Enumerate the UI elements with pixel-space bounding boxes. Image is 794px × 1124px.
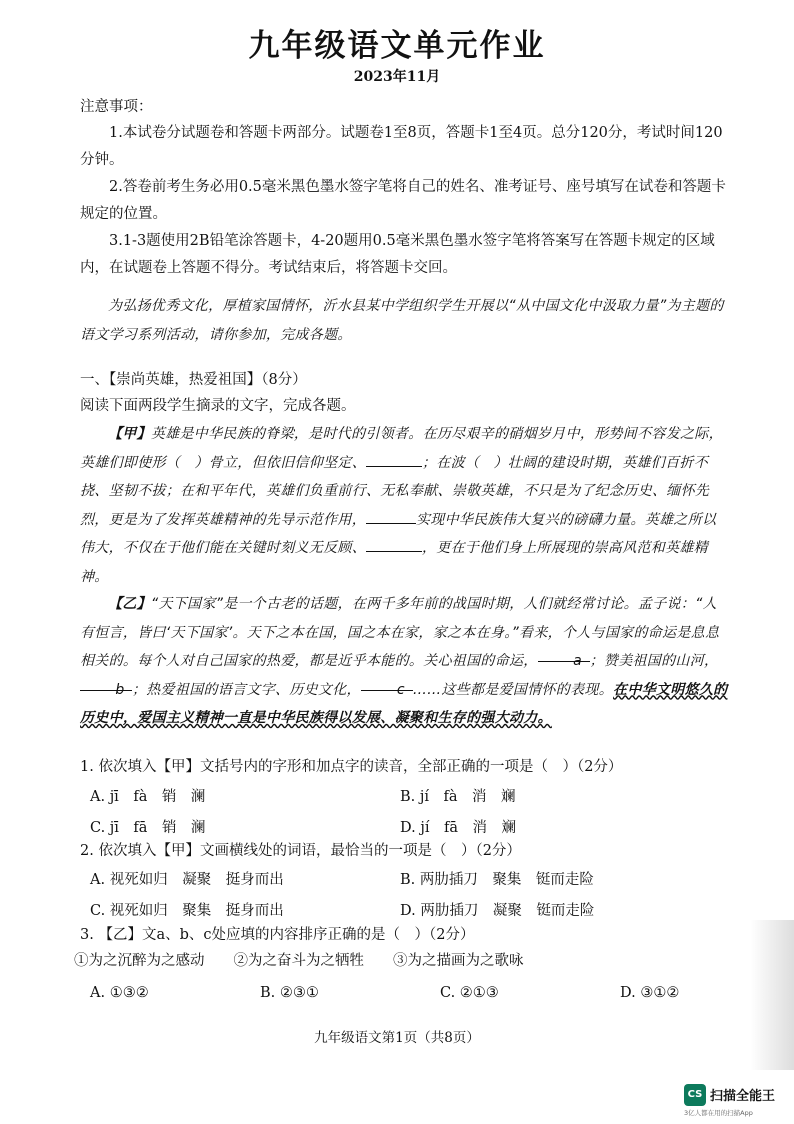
passage-yi-part-2: ；赞美祖国的山河，	[589, 653, 719, 669]
passage-yi-part-3: ；热爱祖国的语言文字、历史文化，	[132, 681, 361, 698]
question-2-options	[90, 863, 730, 925]
passage-jia	[80, 420, 728, 591]
passage-jia-part-1: 英雄是中华民族的脊梁，是时代的引领者。在历尽艰辛的硝烟岁月中，形势间不容发之际，英雄们即使形（ ）骨立，但依旧信仰坚定、	[80, 426, 723, 471]
q1-option-d[interactable]: D. jí fā 消 斓	[400, 820, 516, 836]
answer-blank[interactable]	[366, 452, 422, 467]
q3-option-d[interactable]: D. ③①②	[620, 984, 680, 1001]
notice-item-2: 2.答卷前考生务必用0.5毫米黑色墨水签字笔将自己的姓名、准考证号、座号填写在试卷和答题卡规定的位置。	[80, 179, 726, 222]
question-2-text: 2. 依次填入【甲】文画横线处的词语，最恰当的一项是（ ）（2分）	[80, 843, 521, 859]
watermark-app-name: 扫描全能王	[710, 1089, 776, 1104]
q2-option-c[interactable]: C. 视死如归 聚集 挺身而出	[90, 903, 284, 919]
intro-text: 为弘扬优秀文化，厚植家国情怀，沂水县某中学组织学生开展以“从中国文化中汲取力量”为主题的语文学习系列活动，请你参加，完成各题。	[80, 298, 724, 343]
passage-jia-part-2: ；在波（ ）壮阔的建设时期，英雄们百折不挠、坚韧不拔；在和平年代，英雄们负重前行、无私奉献、崇敬英雄，不只是为了纪念历史、缅怀先烈，更是为了发挥英雄精神的先导示范作用，	[80, 454, 710, 528]
page-footer: 九年级语文第1页（共8页）	[314, 1030, 480, 1046]
question-3-choices: ①为之沉醉为之感动 ②为之奋斗为之牺牲 ③为之描画为之歌咏	[74, 953, 524, 969]
question-2-stem	[80, 838, 728, 864]
blank-a[interactable]: a	[538, 647, 590, 662]
q3-option-c[interactable]: C. ②①③	[440, 984, 499, 1001]
blank-c[interactable]: c	[361, 676, 413, 691]
passage-yi-label: 【乙】	[108, 596, 151, 612]
q2-option-a[interactable]: A. 视死如归 凝聚 挺身而出	[90, 872, 284, 888]
notice-item-1: 1.本试卷分试题卷和答题卡两部分。试题卷1至8页，答题卡1至4页。总分120分，考试时间120分钟。	[80, 125, 723, 168]
answer-blank[interactable]	[366, 537, 422, 552]
blank-b[interactable]: b	[80, 676, 132, 691]
page-title: 九年级语文单元作业	[248, 28, 546, 64]
scan-shadow	[750, 920, 794, 1070]
camscanner-logo-icon: CS	[684, 1084, 706, 1106]
q1-option-a[interactable]: A. jī fà 销 澜	[90, 789, 206, 805]
q1-option-c[interactable]: C. jī fā 销 澜	[90, 820, 206, 836]
notice-heading: 注意事项：	[80, 99, 153, 115]
q2-option-d[interactable]: D. 两肋插刀 凝聚 铤而走险	[400, 903, 595, 919]
notice-section	[80, 94, 728, 282]
q3-option-b[interactable]: B. ②③①	[260, 984, 319, 1001]
passage-yi-part-4: ……这些都是爱国情怀的表现。	[412, 681, 614, 698]
passage-yi-part-1: “天下国家”是一个古老的话题，在两千多年前的战国时期，人们就经常讨论。孟子说：“人有恒言，皆曰‘天下国家’。天下之本在国，国之本在家，家之本在身。”看来，个人与国家的命运是息息相关的。每个人对自己国家的热爱，都是近乎本能的。关心祖国的命运，	[80, 596, 720, 669]
section-1-heading: 一、【崇尚英雄，热爱祖国】（8分）	[80, 372, 307, 388]
question-1-text: 1. 依次填入【甲】文括号内的字形和加点字的读音，全部正确的一项是（ ）（2分）	[80, 759, 623, 775]
scanner-watermark	[684, 1084, 788, 1118]
passage-jia-text	[80, 420, 728, 591]
question-3-options	[90, 977, 730, 1008]
q3-option-a[interactable]: A. ①③②	[90, 984, 149, 1001]
question-3-stem	[74, 922, 728, 974]
wavy-underlined-sentence: 在中华文明悠久的历史中，爱国主义精神一直是中华民族得以发展、凝聚和生存的强大动力。	[80, 681, 728, 726]
passage-yi-text	[80, 590, 728, 733]
intro-paragraph	[80, 292, 728, 349]
passage-jia-part-4: ，更在于他们身上所展现的崇高风范和英雄精神。	[80, 540, 708, 585]
passage-jia-label: 【甲】	[108, 426, 151, 442]
answer-blank[interactable]	[366, 509, 416, 524]
notice-item-3: 3.1-3题使用2B铅笔涂答题卡，4-20题用0.5毫米黑色墨水签字笔将答案写在答题卡规定的区域内，在试题卷上答题不得分。考试结束后，将答题卡交回。	[80, 233, 715, 276]
q1-option-b[interactable]: B. jí fà 消 斓	[400, 789, 516, 805]
question-1-stem	[80, 754, 728, 780]
passage-yi	[80, 590, 728, 733]
watermark-tagline: 3亿人都在用的扫描App	[684, 1109, 753, 1117]
passage-jia-part-3: 实现中华民族伟大复兴的磅礴力量。英雄之所以伟大，不仅在于他们能在关键时刻义无反顾、	[80, 511, 717, 556]
exam-date: 2023年11月	[353, 69, 441, 85]
q2-option-b[interactable]: B. 两肋插刀 聚集 铤而走险	[400, 872, 594, 888]
question-3-text: 3. 【乙】文a、b、c处应填的内容排序正确的是（ ）（2分）	[80, 927, 475, 943]
section-1-instruction: 阅读下面两段学生摘录的文字，完成各题。	[80, 398, 356, 414]
section-1	[80, 367, 728, 419]
question-1-options	[90, 780, 730, 842]
